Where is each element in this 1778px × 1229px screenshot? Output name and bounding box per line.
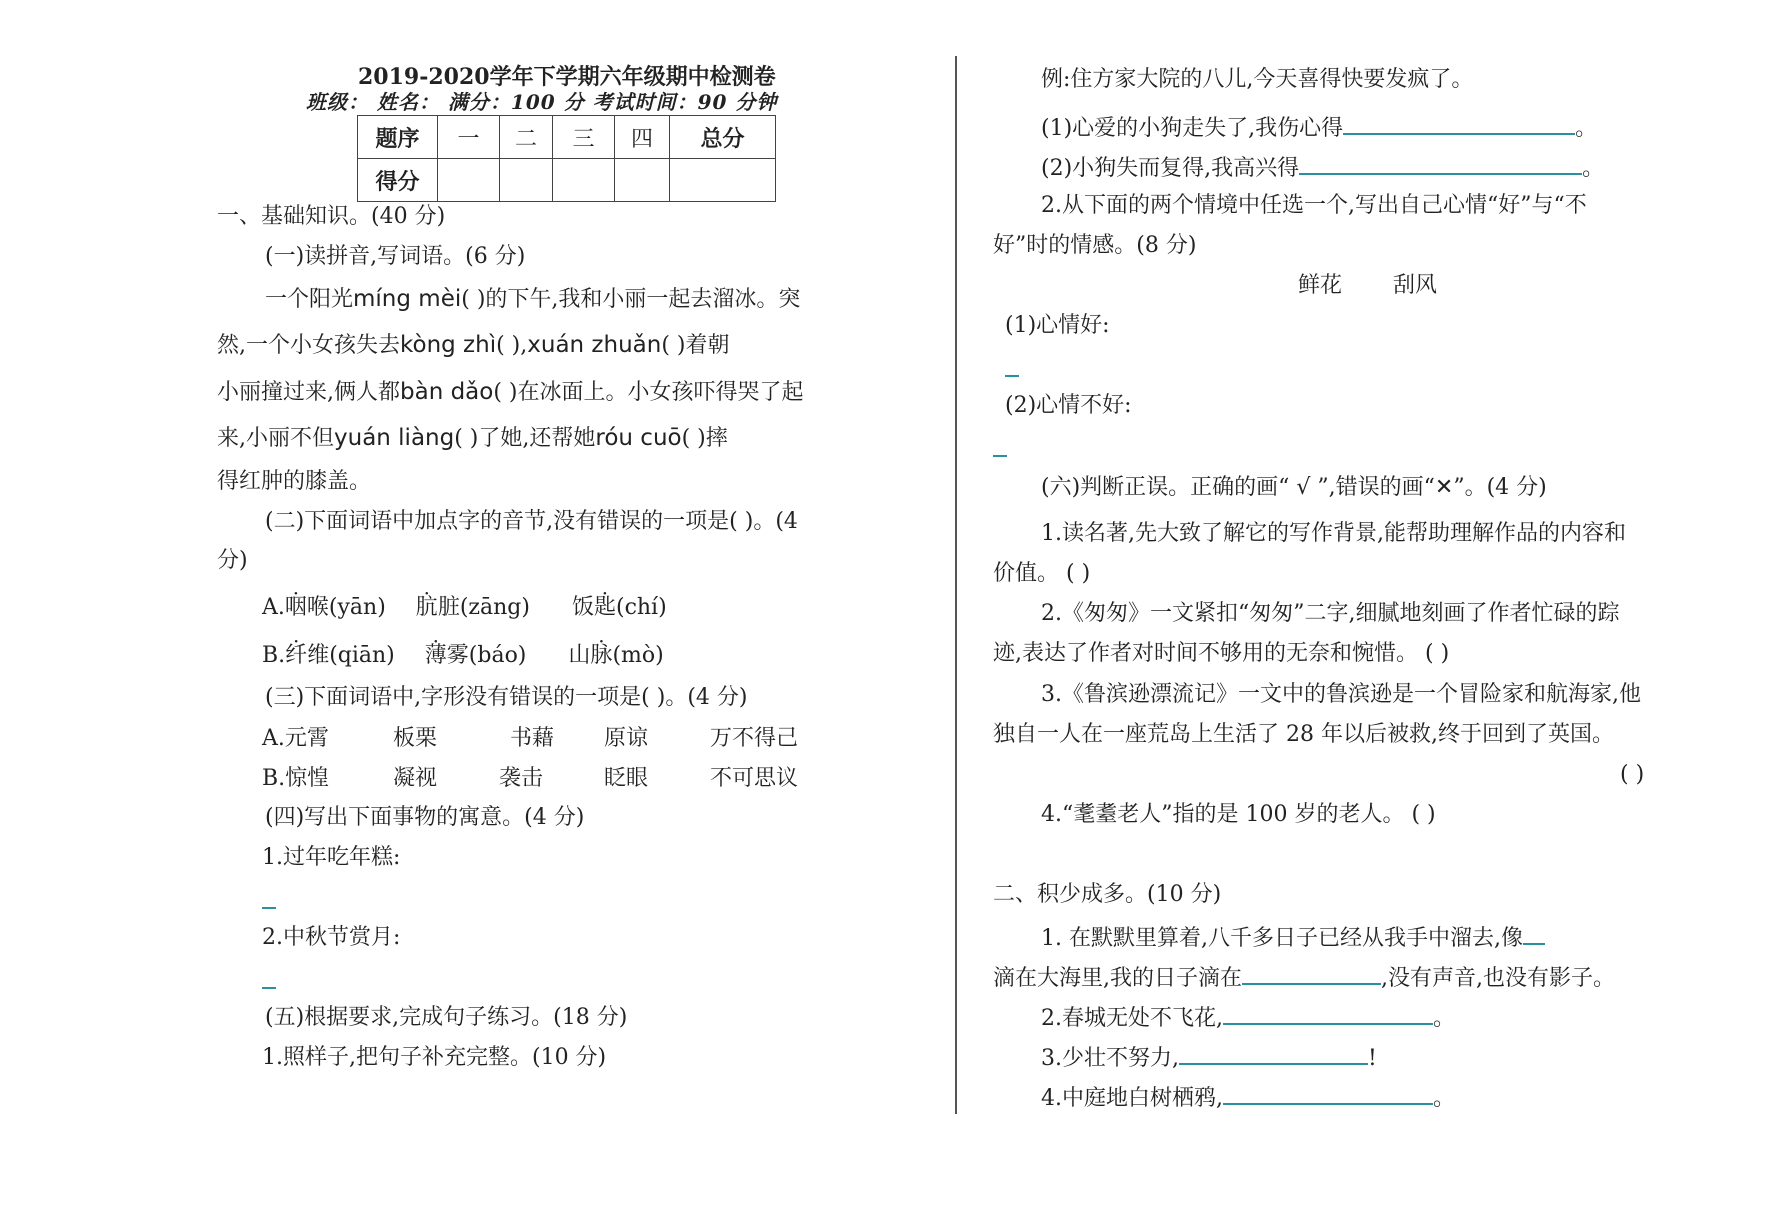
pinyin: kòng zhì (400, 332, 497, 358)
score-table-header-row (358, 116, 776, 159)
text: 一个阳光 (265, 287, 354, 312)
mood-bad: (2)心情不好: (1005, 393, 1132, 418)
r-item1 (1041, 111, 1597, 143)
dotted-char: 匙 (593, 595, 616, 620)
text: ! (1367, 1046, 1377, 1071)
score-input-cell[interactable] (615, 159, 670, 202)
option-word: 凝视 (393, 766, 438, 791)
pinyin: yuán liàng (334, 425, 455, 451)
text: ( ), (496, 333, 528, 358)
text: 2.春城无处不飞花, (1041, 1006, 1223, 1031)
exam-info: 班级： 姓名： 满分：100 分 考试时间：90 分钟 (306, 90, 778, 114)
example-sentence: 例:住方家大院的八儿,今天喜得快要发疯了。 (1041, 67, 1474, 92)
text: ( )着朝 (661, 333, 730, 358)
option-letter: A. (262, 595, 285, 620)
option-word: 不可思议 (710, 766, 799, 791)
text: 维(qiān) (307, 643, 395, 668)
score-cell: 题序 (358, 116, 438, 159)
text: 然,一个小女孩失去 (217, 333, 400, 358)
score-table (357, 115, 776, 202)
answer-line[interactable] (993, 455, 1007, 457)
answer-blank[interactable] (1523, 921, 1545, 945)
dotted-char: 脉 (590, 643, 613, 668)
option-word: 板栗 (393, 726, 438, 751)
q6-item2: 2.《匆匆》一文紧扣“匆匆”二字,细腻地刻画了作者忙碌的踪 (1041, 601, 1620, 626)
option-word: 袭击 (499, 766, 544, 791)
q2-title: (二)下面词语中加点字的音节,没有错误的一项是( )。(4 (265, 509, 798, 534)
s2-item4 (1041, 1081, 1455, 1113)
q1-line3 (217, 378, 804, 407)
s2-item1-cont (993, 961, 1615, 993)
answer-blank[interactable] (1242, 961, 1381, 985)
q2-option-a (262, 594, 667, 622)
answer-blank[interactable] (1179, 1041, 1368, 1065)
score-input-cell[interactable] (500, 159, 553, 202)
answer-blank[interactable] (1343, 111, 1575, 135)
text: 。 (1432, 1006, 1455, 1031)
score-cell: 总分 (670, 116, 776, 159)
q6-item3-cont: 独自一人在一座荒岛上生活了 28 年以后被救,终于回到了英国。 (993, 722, 1614, 747)
q6-item1-cont: 价值。 ( ) (993, 561, 1091, 586)
pinyin: róu cuō (595, 425, 682, 451)
dotted-char: 纤 (285, 643, 308, 668)
answer-line[interactable] (1005, 375, 1019, 377)
q6-item3: 3.《鲁滨逊漂流记》一文中的鲁滨逊是一个冒险家和航海家,他 (1041, 682, 1641, 707)
text: 。 (1582, 156, 1605, 181)
scenario-wind: 刮风 (1393, 273, 1438, 298)
score-cell: 四 (615, 116, 670, 159)
option-letter: B. (262, 643, 286, 668)
score-cell: 二 (500, 116, 553, 159)
dotted-char: 咽 (284, 595, 307, 620)
s2-item1 (1041, 921, 1545, 953)
text: 4.中庭地白树栖鸦, (1041, 1086, 1223, 1111)
text: 3.少壮不努力, (1041, 1046, 1179, 1071)
text: ( )摔 (681, 426, 728, 451)
q5-2-title: 2.从下面的两个情境中任选一个,写出自己心情“好”与“不 (1041, 193, 1587, 218)
q4-title: (四)写出下面事物的寓意。(4 分) (265, 805, 585, 830)
score-cell: 得分 (358, 159, 438, 202)
s2-item3 (1041, 1041, 1377, 1073)
s2-item2 (1041, 1001, 1455, 1033)
pinyin: xuán zhuǎn (527, 332, 662, 358)
text: (chí) (615, 595, 667, 620)
q1-line2 (217, 331, 730, 360)
text: ( )了她,还帮她 (454, 426, 596, 451)
text: 山 (568, 643, 591, 668)
answer-blank[interactable] (1299, 151, 1582, 175)
text: 滴在大海里,我的日子滴在 (993, 966, 1242, 991)
dotted-char: 肮 (415, 595, 438, 620)
text: 。 (1575, 116, 1598, 141)
option-word: 书藉 (510, 726, 555, 751)
score-cell: 三 (553, 116, 615, 159)
q6-title: (六)判断正误。正确的画“ √ ”,错误的画“✕”。(4 分) (1041, 475, 1547, 500)
answer-blank[interactable] (1223, 1001, 1433, 1025)
exam-title: 2019-2020学年下学期六年级期中检测卷 (358, 64, 776, 90)
text: 雾(báo) (446, 643, 527, 668)
q1-line5: 得红肿的膝盖。 (217, 469, 372, 494)
q4-item2: 2.中秋节赏月: (262, 925, 401, 950)
q6-item4: 4.“耄耋老人”指的是 100 岁的老人。 ( ) (1041, 802, 1436, 827)
section1-title: 一、基础知识。(40 分) (217, 204, 446, 229)
r-item2 (1041, 151, 1604, 183)
q2-option-b (262, 642, 664, 670)
option-word: 万不得己 (710, 726, 799, 751)
text: ( )在冰面上。小女孩吓得哭了起 (493, 380, 804, 405)
column-divider (955, 56, 957, 1114)
score-input-cell[interactable] (553, 159, 615, 202)
text: 饭 (571, 595, 594, 620)
q6-item1: 1.读名著,先大致了解它的写作背景,能帮助理解作品的内容和 (1041, 521, 1626, 546)
score-cell: 一 (438, 116, 500, 159)
q5-2-title-cont: 好”时的情感。(8 分) (993, 233, 1197, 258)
text: (mò) (612, 643, 664, 668)
option-word: A.元霄 (262, 726, 329, 751)
text: 来,小丽不但 (217, 426, 334, 451)
q6-item3-paren: ( ) (1620, 762, 1645, 787)
text: ( )的下午,我和小丽一起去溜冰。突 (461, 287, 801, 312)
score-input-cell[interactable] (670, 159, 776, 202)
text: (1)心爱的小狗走失了,我伤心得 (1041, 116, 1344, 141)
option-word: B.惊惶 (262, 766, 330, 791)
pinyin: bàn dǎo (400, 379, 494, 405)
text: (2)小狗失而复得,我高兴得 (1041, 156, 1300, 181)
text: 喉(yān) (306, 595, 386, 620)
text: ,没有声音,也没有影子。 (1381, 966, 1615, 991)
section2-title: 二、积少成多。(10 分) (993, 882, 1222, 907)
text: 小丽撞过来,俩人都 (217, 380, 400, 405)
score-table-score-row (358, 159, 776, 202)
q1-line4 (217, 424, 728, 453)
answer-line[interactable] (262, 907, 276, 909)
mood-good: (1)心情好: (1005, 313, 1110, 338)
q6-item2-cont: 迹,表达了作者对时间不够用的无奈和惋惜。 ( ) (993, 641, 1450, 666)
q1-line1 (265, 285, 800, 314)
q2-title-cont: 分) (217, 548, 248, 573)
text: 1. 在默默里算着,八千多日子已经从我手中溜去,像 (1041, 926, 1523, 951)
q5-title: (五)根据要求,完成句子练习。(18 分) (265, 1005, 628, 1030)
dotted-char: 薄 (424, 643, 447, 668)
score-input-cell[interactable] (438, 159, 500, 202)
option-word: 原谅 (604, 726, 649, 751)
option-word: 眨眼 (604, 766, 649, 791)
scenario-flower: 鲜花 (1298, 273, 1343, 298)
answer-line[interactable] (262, 987, 276, 989)
pinyin: míng mèi (353, 286, 462, 312)
text: 。 (1432, 1086, 1455, 1111)
q3-title: (三)下面词语中,字形没有错误的一项是( )。(4 分) (265, 685, 748, 710)
q5-item1: 1.照样子,把句子补充完整。(10 分) (262, 1045, 607, 1070)
q4-item1: 1.过年吃年糕: (262, 845, 401, 870)
text: 脏(zāng) (437, 595, 530, 620)
q1-title: (一)读拼音,写词语。(6 分) (265, 244, 526, 269)
answer-blank[interactable] (1223, 1081, 1433, 1105)
